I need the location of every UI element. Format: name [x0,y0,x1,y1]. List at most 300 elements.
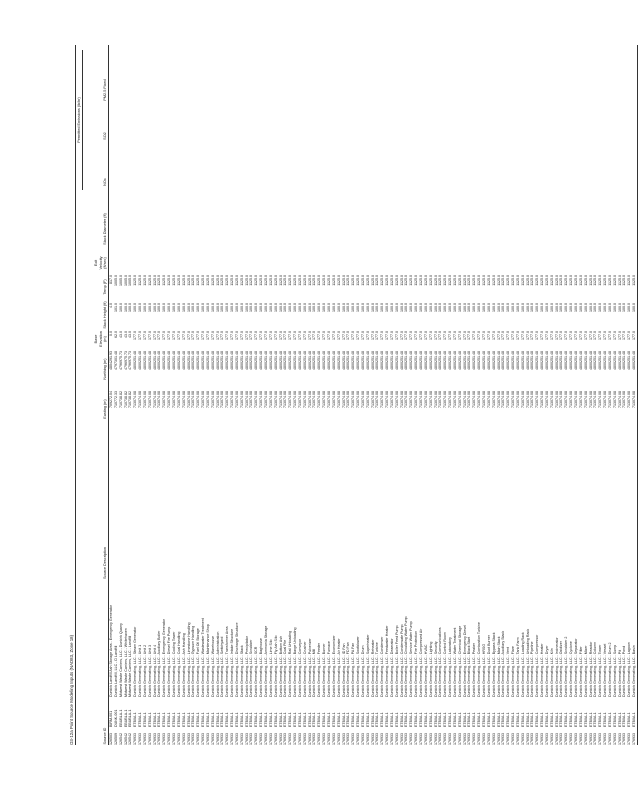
table-cell: 1125.0 [622,275,627,286]
table-cell: 176933 [210,733,215,745]
table-cell: 100.0 [186,303,191,312]
table-cell: 177.0 [544,331,549,340]
table-cell: Dunkirk Generating, LLC - Reheater [370,639,375,697]
table-cell: 100.0 [409,303,414,312]
table-cell: ETB0A-1 [326,712,331,727]
table-cell: 177.0 [268,331,273,340]
table-cell: 4800251.48 [365,351,370,370]
table-cell: 100.0 [196,303,201,312]
table-cell: 177.0 [549,331,554,340]
table-cell: ETB0A-1 [167,712,172,727]
table-cell: 4800251.48 [297,351,302,370]
table-cell: 100.0 [133,303,138,312]
table-cell: 100.0 [438,303,443,312]
table-cell: ETB0A-1 [196,712,201,727]
table-cell: 713074.08 [326,391,331,408]
table-cell: 177.0 [520,331,525,340]
table-cell: ETB0A-1 [467,712,472,727]
table-cell: 176933 [283,733,288,745]
table-cell: Dunkirk Generating, LLC - Bypass Stack [491,632,496,697]
table-cell: 4800251.48 [438,351,443,370]
table-cell: 1125.0 [554,275,559,286]
table-cell: 100.0 [176,303,181,312]
table-cell: Dunkirk Landfill Ash Storage Area - Emergency Generator [109,604,113,697]
table-cell: Dunkirk Generating, LLC - Feedwater Heater [385,625,390,697]
table-cell: 176933 [530,733,535,745]
table-cell: 176933 [356,733,361,745]
table-cell: 1125.0 [278,275,283,286]
table-cell: 176933 [249,733,254,745]
table-cell: 177.0 [588,331,593,340]
table-cell: 1125.0 [171,275,176,286]
table-cell: 100.0 [273,303,278,312]
table-cell: 713074.08 [278,391,283,408]
table-cell: 4800251.48 [443,351,448,370]
table-cell: 713074.08 [288,391,293,408]
table-cell: 713074.08 [273,391,278,408]
table-cell: 176933 [598,733,603,745]
table-cell: 177.0 [312,331,317,340]
table-cell: 177.0 [249,331,254,340]
table-body [109,45,637,745]
table-cell: 4800251.48 [520,351,525,370]
table-cell: 176933 [559,733,564,745]
table-cell: 177.0 [598,331,603,340]
table-cell: Dunkirk Generating, LLC - Fly Ash Silo [273,635,278,697]
table-cell: 1125.0 [617,275,622,286]
table-cell: 4800251.48 [244,351,249,370]
table-cell: ETB0A-1 [506,712,511,727]
table-cell: 4796975.73 [128,351,133,370]
table-cell: 1125.0 [583,275,588,286]
table-cell: 177.0 [162,331,167,340]
table-cell: 713074.08 [230,391,235,408]
table-cell: ETB0A-1 [389,712,394,727]
table-cell: 1125.0 [404,275,409,286]
table-cell: ETB0A-1 [622,712,627,727]
table-cell: 176933 [254,733,259,745]
table-cell: 713074.08 [515,391,520,408]
table-cell: 176933 [622,733,627,745]
table-cell: Dunkirk Generating, LLC - Unloading Rack [525,628,530,697]
table-cell: Dunkirk Generating, LLC - Superheater [365,634,370,697]
table-cell: 1125.0 [307,275,312,286]
table-cell: 43.0 [118,331,123,338]
table-cell: ETB0A-1 [380,712,385,727]
table-cell: 100.0 [622,303,627,312]
table-cell: ETB0A-1 [273,712,278,727]
table-cell: 176933 [394,733,399,745]
table-cell: 1125.0 [356,275,361,286]
table-cell: 177.0 [322,331,327,340]
table-cell: 713074.08 [322,391,327,408]
table-cell: 713074.08 [283,391,288,408]
table-cell: ETB0A-1 [264,712,268,727]
table-cell: 4800251.48 [326,351,331,370]
table-cell: 176933 [225,733,230,745]
table-cell: 4800251.48 [186,351,191,370]
table-cell: 713074.08 [511,391,516,408]
table-cell: 176933 [385,733,390,745]
table-cell: ETB0A-1 [215,712,220,727]
table-cell: Dunkirk Generating, LLC - Administration [215,631,220,697]
table-cell: Midwest Waste Carriers, LLC - Whitehaven [123,628,128,697]
table-cell: 1125.0 [559,275,564,286]
table-cell: ETB0A-1 [544,712,549,727]
table-cell: 177.0 [569,331,574,340]
table-cell: 100.0 [540,303,545,312]
table-cell: 1125.0 [574,275,578,286]
table-cell: Dunkirk Generating, LLC - Auxiliary Stack [501,630,506,697]
table-cell: 176933 [409,733,414,745]
table-cell: 100.0 [234,303,239,312]
table-cell: 177.0 [593,331,598,340]
table-cell: 4800251.48 [486,351,491,370]
table-cell: 177.0 [511,331,516,340]
header-cell: Easting (m) [102,399,107,419]
table-cell: 100.0 [268,303,273,312]
table-cell: 1125.0 [264,275,268,286]
table-cell: 176933 [181,733,186,745]
table-cell: 713074.08 [544,391,549,408]
table-cell: Dunkirk Generating, LLC - ID Fan [341,643,346,697]
table-cell: 177.0 [617,331,622,340]
table-cell: ETB0A-1 [147,712,152,727]
table-cell: 0.0 [109,331,113,336]
table-cell: 1125.0 [627,275,632,286]
table-cell: 100.0 [302,303,307,312]
table-cell: ETB0A-1 [593,712,598,727]
table-cell: 177.0 [297,331,302,340]
table-cell: 126503 [109,733,113,745]
table-cell: 177.0 [365,331,370,340]
table-cell: 100.0 [322,303,327,312]
table-cell: 713074.08 [210,391,215,408]
table-cell: ETB0A-1 [230,712,235,727]
table-cell: Dunkirk Generating, LLC - Kiln [549,648,554,697]
table-cell: 1125.0 [433,275,438,286]
table-header [75,45,109,745]
table-cell: Dunkirk Generating, LLC - Bottom Ash [278,635,283,697]
table-cell: 177.0 [414,331,419,340]
table-cell: Dunkirk Generating, LLC - Burner [322,643,327,697]
table-cell: 4800251.48 [481,351,486,370]
table-cell: 176933 [138,733,143,745]
table-cell: Dunkirk Generating, LLC - Deaerator [389,638,394,697]
table-cell: 4800251.48 [501,351,506,370]
table-cell: 1125.0 [375,275,380,286]
table-cell: ETB0A-1 [486,712,491,727]
table-cell: ETB0A-1 [317,712,322,727]
table-cell: 713074.08 [201,391,206,408]
header-cell: Stack Height (ft) [102,301,107,329]
table-cell: 1125.0 [385,275,390,286]
table-cell: 177.0 [389,331,394,340]
table-cell: 100.0 [564,303,569,312]
table-cell: 713074.08 [152,391,157,408]
table-cell: 1125.0 [438,275,443,286]
table-cell: 100.0 [254,303,259,312]
table-cell: 1125.0 [530,275,535,286]
table-cell: Dunkirk Generating, LLC - Scrubber [249,639,254,697]
table-cell: 713074.08 [167,391,172,408]
table-cell: 713074.08 [501,391,506,408]
table-cell: 176933 [467,733,472,745]
table-cell: 177.0 [360,331,365,340]
table-cell: 4800251.48 [428,351,433,370]
table-cell: 100.0 [544,303,549,312]
table-cell [632,159,637,205]
table-cell: 1125.0 [419,275,423,286]
table-cell: 713074.08 [220,391,225,408]
table-cell: 176933 [244,733,249,745]
table-cell: 176933 [331,733,336,745]
table-cell: Dunkirk Generating, LLC - Pipeline [530,641,535,697]
table-cell: Dunkirk Generating, LLC - Main Stack [496,636,501,697]
table-cell: Dunkirk Generating, LLC - Security [433,641,438,697]
table-cell: ETB0A-1 [617,712,622,727]
table-cell: Dunkirk Generating, LLC - Ammonia Storage [264,625,268,697]
table-cell: 4800251.48 [278,351,283,370]
table-cell: Dunkirk Generating, LLC - Rail Unloading [288,630,293,697]
table-cell: 1125.0 [288,275,293,286]
table-cell: EBUBLA-1 [128,709,133,727]
table-cell: 177.0 [554,331,559,340]
table-cell: Dunkirk Generating, LLC - Combustion Turbine [477,622,482,697]
table-cell: 177.0 [138,331,143,340]
table-cell: Dunkirk Generating, LLC - Communications [438,627,443,697]
table-cell: 177.0 [346,331,351,340]
table-cell: 100.0 [501,303,506,312]
table-cell: 1125.0 [225,275,230,286]
table-cell: Dunkirk Generating, LLC - Tower [598,644,603,697]
table-cell: 100.0 [215,303,220,312]
table-cell: 713074.08 [268,391,273,408]
table-cell: 4800251.48 [210,351,215,370]
table-cell: 176933 [176,733,181,745]
table-cell: 177.0 [336,331,341,340]
table-cell: 1125.0 [293,275,298,286]
table-cell: 176933 [322,733,327,745]
table-cell: 100.0 [559,303,564,312]
table-cell: 1125.0 [322,275,327,286]
table-cell: 4800251.48 [607,351,612,370]
table-cell: ETB0A-1 [457,712,462,727]
table-cell: 1125.0 [157,275,162,286]
table-cell: Dunkirk Generating, LLC - Chemical Storage [457,625,462,697]
table-cell: 100.0 [360,303,365,312]
table-cell: 177.0 [583,331,588,340]
table-cell: Dunkirk Generating, LLC - Gypsum Handling [191,625,196,697]
table-cell: 1125.0 [326,275,331,286]
table-cell: 176933 [477,733,482,745]
table-cell: 1125.0 [370,275,375,286]
table-cell: ETB0A-1 [157,712,162,727]
table-cell: 100.0 [220,303,225,312]
table-cell: 176933 [569,733,574,745]
table-cell: 4800251.48 [356,351,361,370]
table-cell: ETB0A-1 [399,712,404,727]
table-cell: ETB0A-1 [481,712,486,727]
table-cell: 4800251.48 [554,351,559,370]
table-cell: 713074.08 [142,391,147,408]
table-cell: ETB0A-1 [535,712,540,727]
table-cell: 4797301.48 [113,351,118,370]
table-cell: 1125.0 [603,275,608,286]
table-cell: 4800251.48 [215,351,220,370]
table-cell: Dunkirk Generating, LLC - Column [593,641,598,697]
table-cell: 177.0 [443,331,448,340]
table-cell: 4800251.48 [196,351,201,370]
table-cell: 817.0 [109,275,113,284]
table-cell: 177.0 [452,331,457,340]
table-cell: 713074.08 [225,391,230,408]
table-cell: 1125.0 [549,275,554,286]
table-cell: 4800251.48 [322,351,327,370]
table-cell: ETB0A-1 [433,712,438,727]
table-cell: 1125.0 [612,275,617,286]
table-cell: Dunkirk Generating, LLC - Pit [617,650,622,697]
table-cell: 713074.08 [234,391,239,408]
table-cell: 713074.08 [549,391,554,408]
table-cell: 4804291.93 [109,351,113,370]
table-cell: ETB0A-1 [525,712,530,727]
table-cell: 100.0 [225,303,230,312]
table-cell: 100.0 [472,303,477,312]
table-cell: 713074.08 [399,391,404,408]
table-cell: 713074.08 [365,391,370,408]
table-cell: 177.0 [341,331,346,340]
table-cell: 176933 [215,733,220,745]
table-cell: ETB0A-1 [414,712,419,727]
table-cell: Dunkirk Generating, LLC - Reactor [588,641,593,697]
table-cell: 1125.0 [520,275,525,286]
table-cell: 1125.0 [317,275,322,286]
table-cell: 1125.0 [268,275,273,286]
table-cell: 1125.0 [409,275,414,286]
table-cell: 177.0 [501,331,506,340]
table-cell: 1125.0 [230,275,235,286]
table-cell: 1125.0 [477,275,482,286]
table-cell: 100.0 [385,303,390,312]
table-cell: 176933 [346,733,351,745]
table-cell: 176933 [438,733,443,745]
table-cell: 100.0 [249,303,254,312]
table-cell: 100.0 [326,303,331,312]
table-cell: 4800251.48 [549,351,554,370]
table-cell: 177.0 [142,331,147,340]
table-cell: 1125.0 [448,275,453,286]
table-cell: 713074.08 [171,391,176,408]
table-cell: 4800251.48 [472,351,477,370]
table-cell: Dunkirk Generating, LLC - Incinerator [554,637,559,697]
table-cell: 4800251.48 [530,351,535,370]
table-cell: ETB0A-1 [612,712,617,727]
table-cell: 100.0 [457,303,462,312]
table-cell: 713074.08 [380,391,385,408]
table-cell: ETB0A-1 [234,712,239,727]
table-cell: 713074.08 [540,391,545,408]
table-cell: 177.0 [438,331,443,340]
table-cell: 126542 [118,733,123,745]
table-cell: Dunkirk Generating, LLC - HRSG [481,643,486,697]
table-cell: 710738.82 [118,391,123,408]
table-cell: 100.0 [520,303,525,312]
table-cell: 177.0 [191,331,196,340]
table-cell: 713074.08 [520,391,525,408]
table-cell: ETB0A-1 [462,712,467,727]
table-cell: 1125.0 [152,275,157,286]
table-cell: 176933 [380,733,385,745]
header-cell: NOx [102,178,107,186]
table-cell: 4800251.48 [259,351,264,370]
table-cell: 177.0 [467,331,472,340]
table-cell: 177.0 [171,331,176,340]
table-cell: 4800251.48 [205,351,210,370]
table-cell: 713074.08 [181,391,186,408]
table-cell: Dunkirk Generating, LLC - Pulverizer [307,638,312,697]
table-cell: 177.0 [234,331,239,340]
table-cell: 713074.08 [394,391,399,408]
table-cell: 4800251.48 [147,351,152,370]
table-cell: 100.0 [617,303,622,312]
table-cell: 176933 [612,733,617,745]
table-cell: 176933 [457,733,462,745]
table-cell: 177.0 [210,331,215,340]
table-cell: 100.0 [389,303,394,312]
table-cell: 176933 [191,733,196,745]
table-cell: 1125.0 [457,275,462,286]
table-cell: 177.0 [506,331,511,340]
table-cell: 1125.0 [351,275,356,286]
table-cell: 177.0 [419,331,423,340]
table-cell: 1125.0 [525,275,530,286]
table-cell: 176933 [307,733,312,745]
table-cell: ETB0A-1 [133,712,138,727]
table-cell: 100.0 [181,303,186,312]
table-cell: Dunkirk Generating, LLC - Auxiliary Boiler [157,630,162,697]
table-cell: 4800251.48 [419,351,423,370]
table-cell: Dunkirk Generating, LLC - PA Fan [351,642,356,697]
table-cell: 713074.08 [433,391,438,408]
table-cell: 4800251.48 [457,351,462,370]
table-cell: 713074.08 [506,391,511,408]
table-cell: 4800251.48 [234,351,239,370]
table-caption: O3-12a Point Source Modeling Inputs (NAD83, Zone 18) [69,634,74,745]
table-cell: 176933 [133,733,138,745]
table-cell: Dunkirk Generating, LLC - Separator [574,638,578,697]
table-cell: 100.0 [370,303,375,312]
table-cell: 4800251.48 [588,351,593,370]
table-cell: ETB0A-1 [254,712,259,727]
table-cell: Dunkirk Landfill, LLC - D Landfill [113,645,118,697]
table-cell: 713074.08 [351,391,356,408]
table-cell: 176933 [525,733,530,745]
table-cell: 176933 [549,733,554,745]
table-cell: 176933 [472,733,477,745]
table-cell: 4800251.48 [273,351,278,370]
table-cell: EBUBLA-1 [123,709,128,727]
table-cell: 1125.0 [259,275,264,286]
table-cell: 4800251.48 [142,351,147,370]
table-cell: ETB0A-1 [607,712,612,727]
table-cell: Dunkirk Generating, LLC - Fire Protection [414,630,419,697]
table-cell: 100.0 [491,303,496,312]
table-cell: Dunkirk Generating, LLC - Condensate Pump [399,624,404,697]
table-cell: 100.0 [404,303,409,312]
table-cell: 1125.0 [297,275,302,286]
table-cell: 100.0 [239,303,244,312]
